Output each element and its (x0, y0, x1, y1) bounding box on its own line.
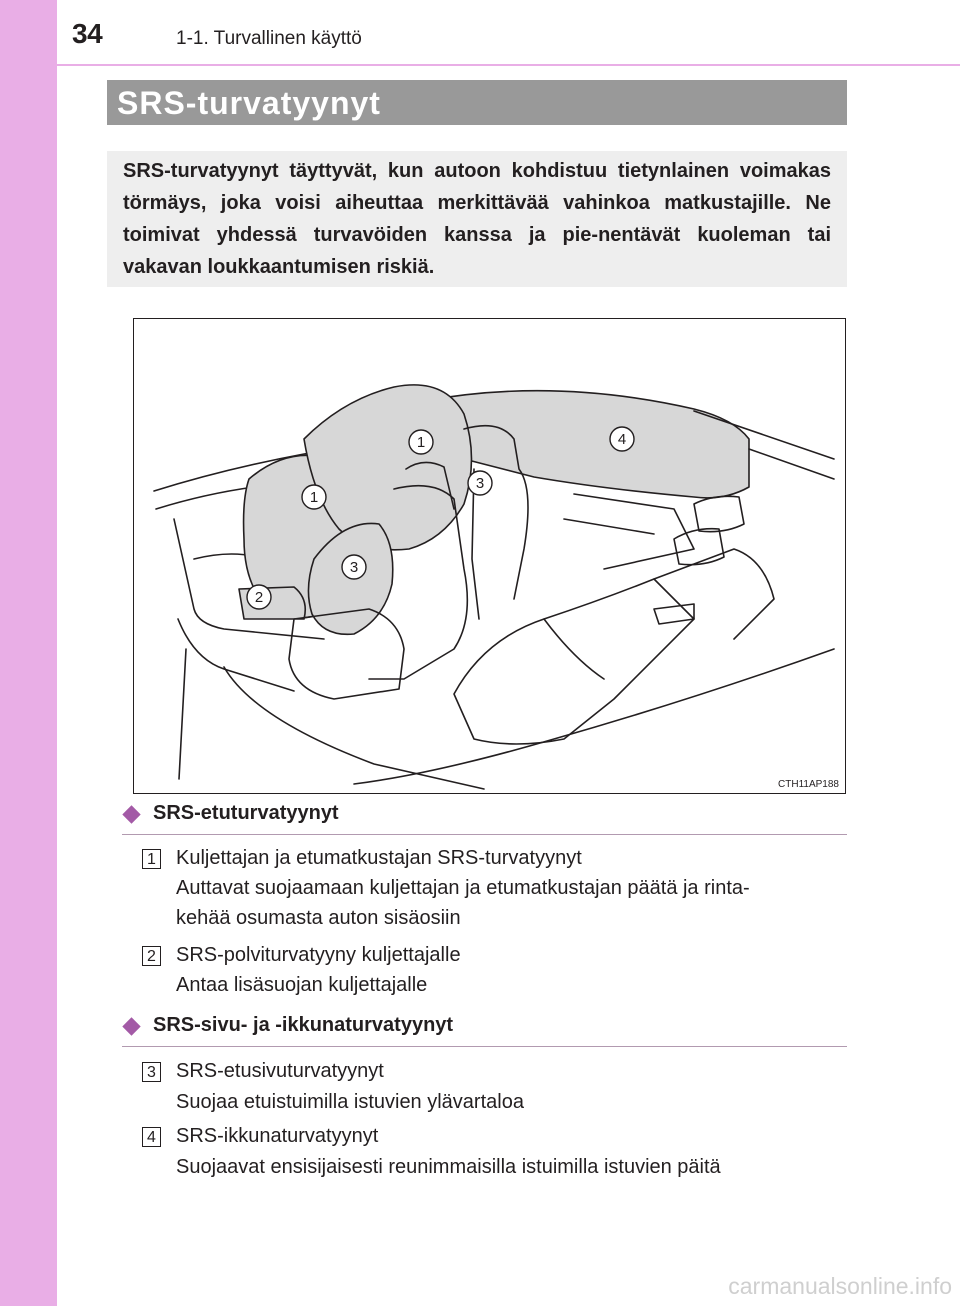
item-title: SRS-polviturvatyyny kuljettajalle (176, 944, 461, 966)
side-band (0, 0, 57, 1306)
callout-label: 2 (254, 589, 264, 606)
diamond-icon (122, 1017, 140, 1035)
item-description: Suojaa etuistuimilla istuvien ylävartaloa (176, 1091, 524, 1113)
item-number-badge: 4 (142, 1127, 161, 1147)
item-description: kehää osumasta auton sisäosiin (176, 907, 461, 929)
item-title: SRS-ikkunaturvatyynyt (176, 1125, 379, 1147)
subheading-front-airbags (122, 802, 847, 835)
callout-label: 1 (309, 489, 319, 506)
section-reference: 1-1. Turvallinen käyttö (176, 28, 362, 49)
page-title: SRS-turvatyynyt (107, 80, 847, 125)
intro-box (107, 151, 847, 287)
callout-label: 3 (475, 475, 485, 492)
callout-label: 1 (416, 434, 426, 451)
item-description: Auttavat suojaamaan kuljettajan ja etumatkustajan päätä ja rinta- (176, 877, 750, 899)
diamond-icon (122, 805, 140, 823)
figure-code: CTH11AP188 (778, 779, 839, 790)
item-number-badge: 2 (142, 946, 161, 966)
item-title: Kuljettajan ja etumatkustajan SRS-turvatyynyt (176, 847, 582, 869)
item-number-badge: 3 (142, 1062, 161, 1082)
callout-label: 3 (349, 559, 359, 576)
callout-label: 4 (617, 431, 627, 448)
item-description: Antaa lisäsuojan kuljettajalle (176, 974, 428, 996)
header-rule (57, 64, 960, 66)
airbag-illustration (133, 318, 846, 794)
page-number: 34 (72, 18, 103, 49)
subheading-label: SRS-etuturvatyynyt (153, 802, 339, 824)
item-number-badge: 1 (142, 849, 161, 869)
item-description: Suojaavat ensisijaisesti reunimmaisilla istuimilla istuvien päitä (176, 1156, 721, 1178)
intro-text: SRS-turvatyynyt täyttyvät, kun autoon kohdistuu tietynlainen voimakas törmäys, joka voisi aiheuttaa merkittävää vahinkoa matkustajille. Ne toimivat yhdessä turvavöiden kanssa ja pie-nentävät kuoleman tai vakavan loukkaantumisen riskiä. (123, 160, 831, 278)
subheading-side-curtain-airbags (122, 1014, 847, 1047)
subheading-label: SRS-sivu- ja -ikkunaturvatyynyt (153, 1014, 454, 1036)
watermark: carmanualsonline.info (728, 1273, 952, 1299)
car-interior-drawing (134, 319, 846, 794)
item-title: SRS-etusivuturvatyynyt (176, 1060, 384, 1082)
